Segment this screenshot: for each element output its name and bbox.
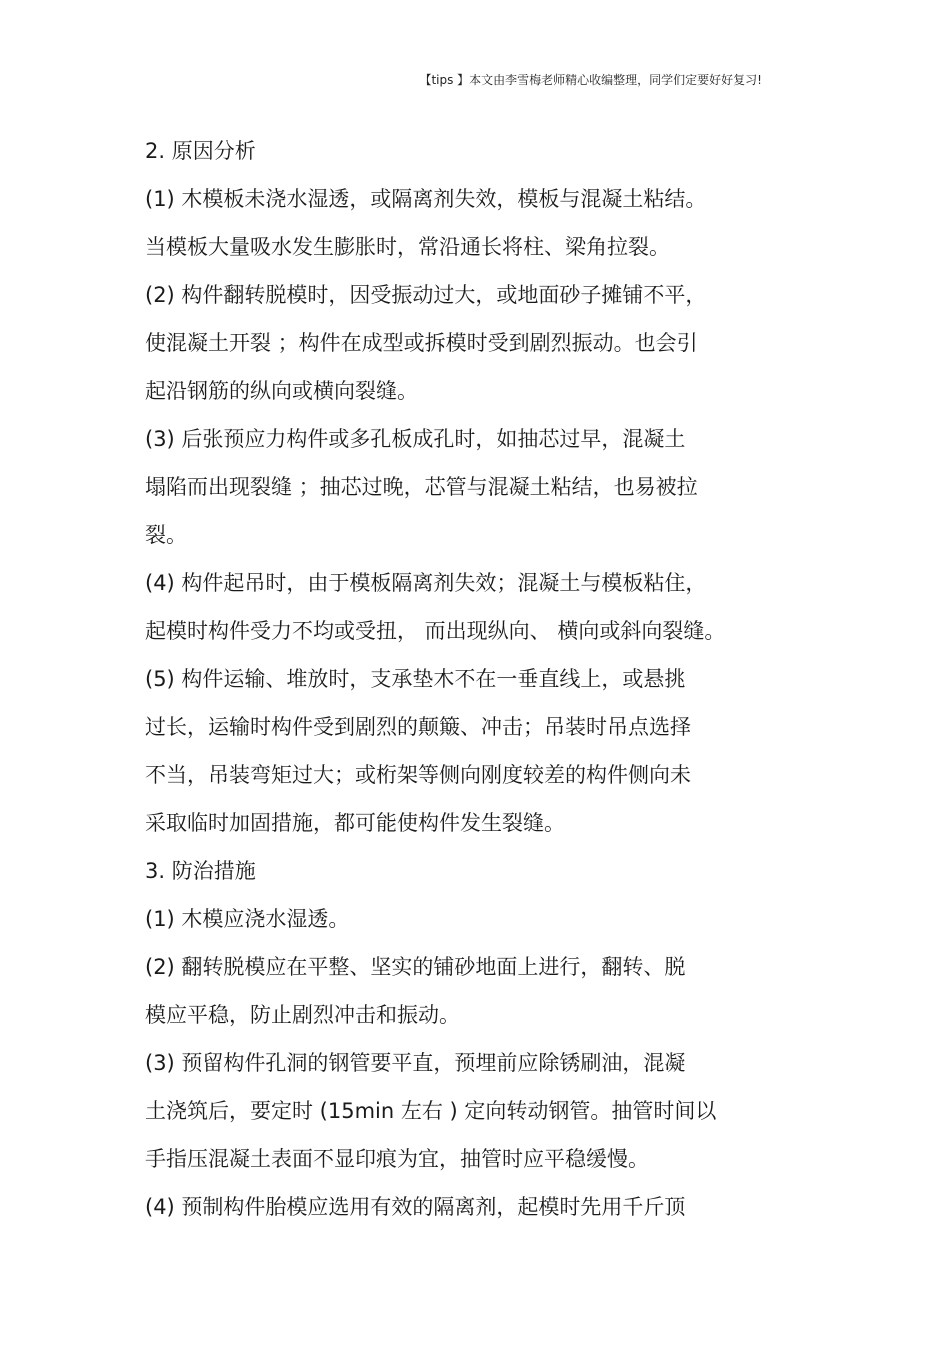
text-line: 不当，吊装弯矩过大；或桁架等侧向刚度较差的构件侧向未 (145, 763, 691, 787)
header-note: 【tips 】本文由李雪梅老师精心收编整理，同学们定要好好复习! (419, 73, 762, 87)
text-line: (2) 构件翻转脱模时，因受振动过大，或地面砂子摊铺不平， (145, 283, 707, 307)
text-line: (1) 木模板未浇水湿透，或隔离剂失效，模板与混凝土粘结。 (145, 187, 707, 211)
text-line: (2) 翻转脱模应在平整、坚实的铺砂地面上进行，翻转、脱 (145, 955, 686, 979)
text-line: (3) 预留构件孔洞的钢管要平直，预埋前应除锈刷油，混凝 (145, 1051, 686, 1075)
text-line: (4) 预制构件胎模应选用有效的隔离剂，起模时先用千斤顶 (145, 1195, 686, 1219)
text-line: 过长，运输时构件受到剧烈的颠簸、冲击；吊装时吊点选择 (145, 715, 691, 739)
text-line: (5) 构件运输、堆放时，支承垫木不在一垂直线上，或悬挑 (145, 667, 686, 691)
text-line: 采取临时加固措施，都可能使构件发生裂缝。 (145, 811, 565, 835)
section-heading-prevention-measures: 3. 防治措施 (145, 859, 256, 883)
text-line: 土浇筑后，要定时 (15min 左右 ) 定向转动钢管。抽管时间以 (145, 1099, 717, 1123)
text-line: 模应平稳，防止剧烈冲击和振动。 (145, 1003, 460, 1027)
text-line: (1) 木模应浇水湿透。 (145, 907, 350, 931)
document-body (145, 127, 825, 1231)
text-line: 当模板大量吸水发生膨胀时，常沿通长将柱、梁角拉裂。 (145, 235, 670, 259)
text-line: 起模时构件受力不均或受扭， 而出现纵向、 横向或斜向裂缝。 (145, 619, 726, 643)
text-line: 使混凝土开裂 ；构件在成型或拆模时受到剧烈振动。也会引 (145, 331, 698, 355)
text-line: 塌陷而出现裂缝 ；抽芯过晚，芯管与混凝土粘结，也易被拉 (145, 475, 698, 499)
section-heading-cause-analysis: 2. 原因分析 (145, 139, 256, 163)
text-line: 起沿钢筋的纵向或横向裂缝。 (145, 379, 418, 403)
text-line: (4) 构件起吊时，由于模板隔离剂失效；混凝土与模板粘住， (145, 571, 707, 595)
text-line: 裂。 (145, 523, 187, 547)
text-line: (3) 后张预应力构件或多孔板成孔时，如抽芯过早，混凝土 (145, 427, 686, 451)
text-line: 手指压混凝土表面不显印痕为宜，抽管时应平稳缓慢。 (145, 1147, 649, 1171)
